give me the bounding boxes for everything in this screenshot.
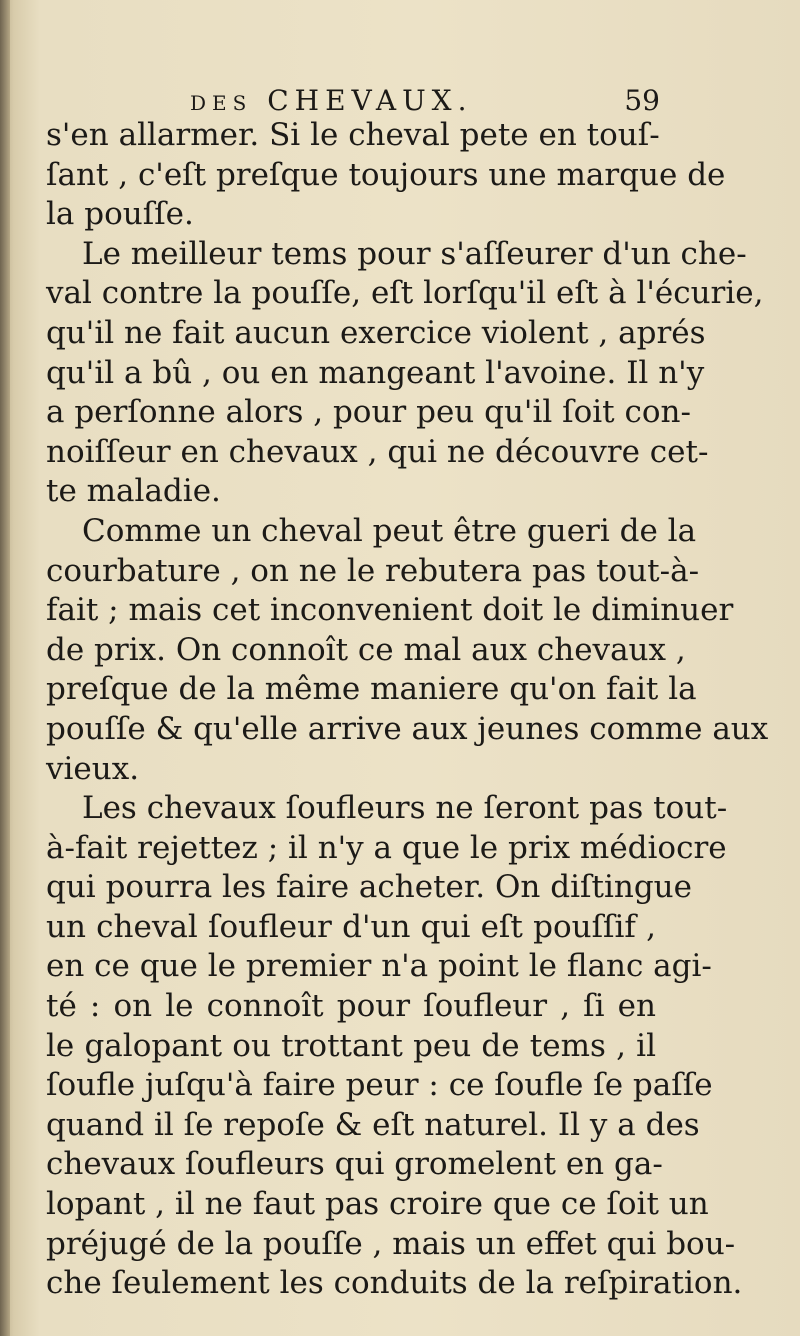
text-line: la pouſſe. xyxy=(46,196,194,233)
text-line: quand il ſe repoſe & eſt naturel. Il y a des xyxy=(46,1106,700,1143)
text-line: Les chevaux ſoufleurs ne ſeront pas tout- xyxy=(82,790,728,827)
text-line: qu'il ne fait aucun exercice violent , aprés xyxy=(46,314,706,351)
text-line: qu'il a bû , ou en mangeant l'avoine. Il n'y xyxy=(46,354,705,391)
text-line: à-fait rejettez ; il n'y a que le prix médiocre xyxy=(46,829,727,866)
page-number: 59 xyxy=(624,84,660,117)
text-line: Comme un cheval peut être gueri de la xyxy=(82,512,697,549)
text-line: un cheval ſoufleur d'un qui eſt pouſſif , xyxy=(46,908,656,945)
text-line: le galopant ou trottant peu de tems , il xyxy=(46,1027,656,1064)
text-line: fait ; mais cet inconvenient doit le diminuer xyxy=(46,592,734,629)
body-text xyxy=(46,116,769,1304)
text-line: préjugé de la pouſſe , mais un effet qui bou- xyxy=(46,1225,736,1262)
text-line: vieux. xyxy=(46,750,140,787)
text-line: ſoufle juſqu'à faire peur : ce ſoufle ſe paſſe xyxy=(46,1067,713,1104)
text-line: val contre la pouſſe, eſt lorſqu'il eſt à l'écurie, xyxy=(46,275,764,312)
text-line: de prix. On connoît ce mal aux chevaux , xyxy=(46,631,686,668)
text-line: pouſſe & qu'elle arrive aux jeunes comme aux xyxy=(46,710,769,747)
text-line: lopant , il ne faut pas croire que ce ſoit un xyxy=(46,1186,709,1223)
running-title-main: CHEVAUX. xyxy=(267,84,473,117)
text-line: ſant , c'eſt preſque toujours une marque de xyxy=(46,156,726,193)
text-line: courbature , on ne le rebutera pas tout-à- xyxy=(46,552,700,589)
text-line: chevaux ſoufleurs qui gromelent en ga- xyxy=(46,1146,663,1183)
text-line: en ce que le premier n'a point le flanc agi- xyxy=(46,948,712,985)
text-line: té : on le connoît pour ſoufleur , ſi en xyxy=(46,988,656,1025)
text-line: qui pourra les faire acheter. On diſtingue xyxy=(46,869,692,906)
text-line: te maladie. xyxy=(46,473,221,510)
text-line: Le meilleur tems pour s'aſſeurer d'un che- xyxy=(82,235,747,272)
page-gutter xyxy=(0,0,10,1336)
text-line: preſque de la même maniere qu'on fait la xyxy=(46,671,697,708)
running-title xyxy=(190,84,473,117)
text-line: noiſſeur en chevaux , qui ne découvre cet- xyxy=(46,433,709,470)
running-title-prefix: DES xyxy=(190,91,253,115)
text-line: che ſeulement les conduits de la reſpiration. xyxy=(46,1265,743,1302)
text-line: s'en allarmer. Si le cheval pete en touſ- xyxy=(46,117,660,153)
text-line: a perſonne alors , pour peu qu'il ſoit con- xyxy=(46,394,691,431)
